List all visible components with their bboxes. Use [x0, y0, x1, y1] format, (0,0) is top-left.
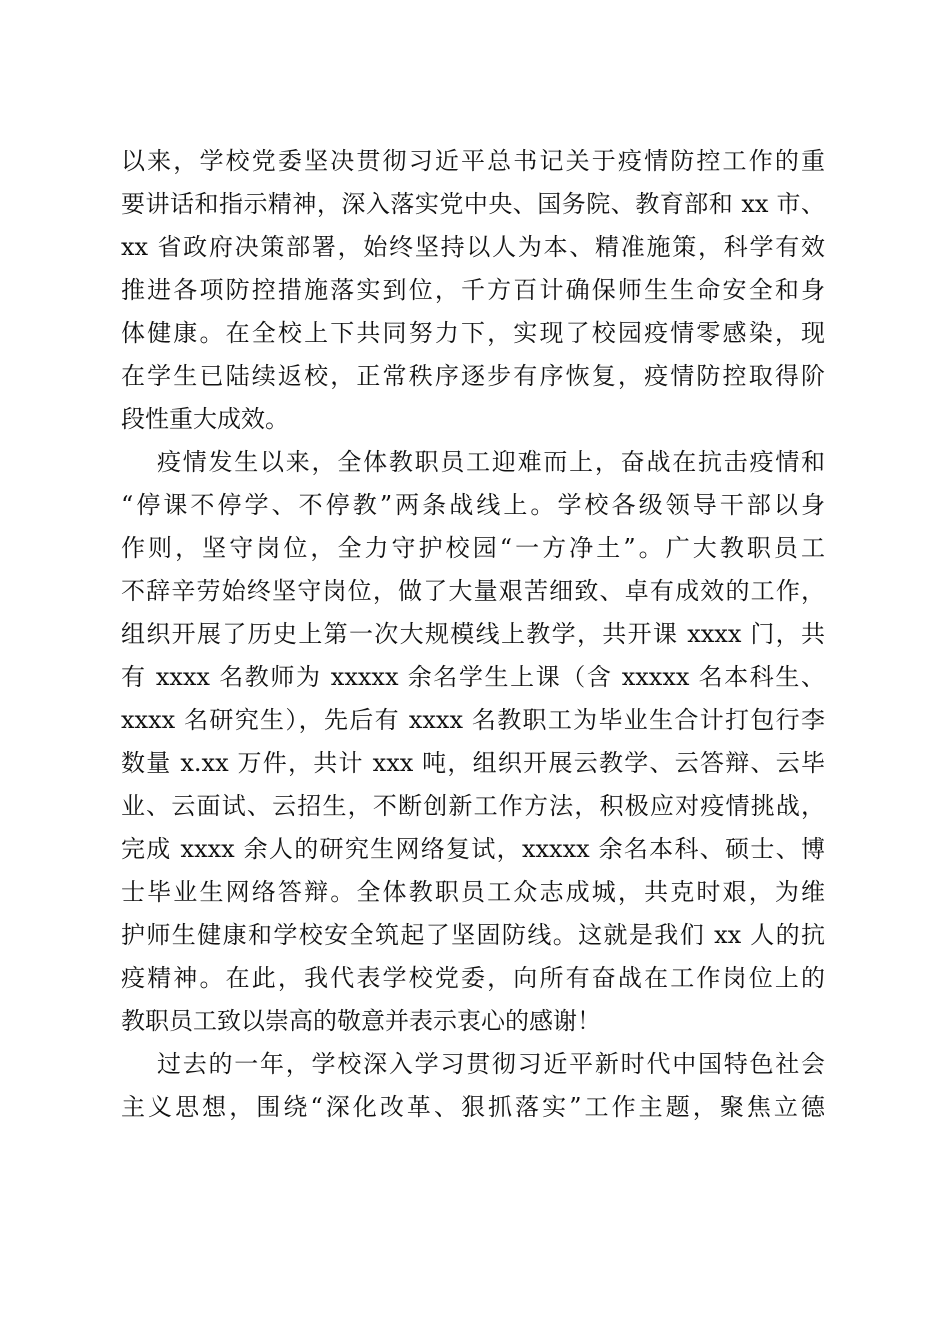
paragraph-3-line-2: 主义思想，围绕“深化改革、狠抓落实”工作主题，聚焦立德 — [121, 1093, 825, 1121]
paragraph-2-line-6: 有 xxxx 名教师为 xxxxx 余名学生上课（含 xxxxx 名本科生、 — [121, 663, 825, 691]
paragraph-3-line-1: 过去的一年，学校深入学习贯彻习近平新时代中国特色社会 — [157, 1050, 825, 1078]
paragraph-2-line-12: 护师生健康和学校安全筑起了坚固防线。这就是我们 xx 人的抗 — [121, 921, 825, 949]
paragraph-2-line-1: 疫情发生以来，全体教职员工迎难而上，奋战在抗击疫情和 — [157, 448, 825, 476]
document-body — [121, 140, 825, 1129]
paragraph-2-line-2: “停课不停学、不停教”两条战线上。学校各级领导干部以身 — [121, 491, 825, 519]
paragraph-2-line-4: 不辞辛劳始终坚守岗位，做了大量艰苦细致、卓有成效的工作， — [121, 577, 825, 605]
paragraph-2-line-8: 数量 x.xx 万件，共计 xxx 吨，组织开展云教学、云答辩、云毕 — [121, 749, 825, 777]
paragraph-1-line-3: xx 省政府决策部署，始终坚持以人为本、精准施策，科学有效 — [121, 233, 825, 261]
paragraph-1-line-2: 要讲话和指示精神，深入落实党中央、国务院、教育部和 xx 市、 — [121, 190, 825, 218]
paragraph-1-line-6: 在学生已陆续返校，正常秩序逐步有序恢复，疫情防控取得阶 — [121, 362, 825, 390]
paragraph-1-line-7: 段性重大成效。 — [121, 405, 289, 433]
paragraph-1-line-4: 推进各项防控措施落实到位，千方百计确保师生生命安全和身 — [121, 276, 825, 304]
paragraph-2-line-10: 完成 xxxx 余人的研究生网络复试，xxxxx 余名本科、硕士、博 — [121, 835, 825, 863]
paragraph-1-line-5: 体健康。在全校上下共同努力下，实现了校园疫情零感染，现 — [121, 319, 825, 347]
paragraph-2-line-11: 士毕业生网络答辩。全体教职员工众志成城，共克时艰，为维 — [121, 878, 825, 906]
paragraph-2-line-9: 业、云面试、云招生，不断创新工作方法，积极应对疫情挑战， — [121, 792, 825, 820]
paragraph-2-line-14: 教职员工致以崇高的敬意并表示衷心的感谢！ — [121, 1007, 601, 1035]
paragraph-2-line-5: 组织开展了历史上第一次大规模线上教学，共开课 xxxx 门，共 — [121, 620, 825, 648]
paragraph-2-line-13: 疫精神。在此，我代表学校党委，向所有奋战在工作岗位上的 — [121, 964, 825, 992]
paragraph-2-line-3: 作则，坚守岗位，全力守护校园“一方净土”。广大教职员工 — [121, 534, 825, 562]
paragraph-2-line-7: xxxx 名研究生），先后有 xxxx 名教职工为毕业生合计打包行李 — [121, 706, 825, 734]
paragraph-1-line-1: 以来，学校党委坚决贯彻习近平总书记关于疫情防控工作的重 — [121, 147, 825, 175]
